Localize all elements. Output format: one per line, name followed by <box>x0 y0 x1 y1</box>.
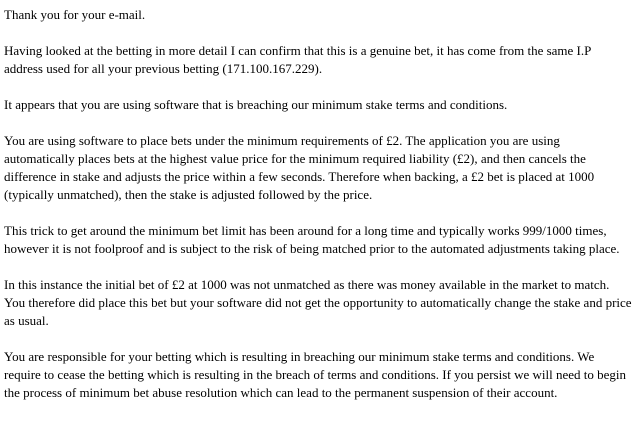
breach-summary-paragraph: It appears that you are using software that is breaching our minimum stake terms and conditions. <box>4 97 508 112</box>
verification-paragraph: Having looked at the betting in more detail I can confirm that this is a genuine bet, it has come from the same I.P address used for all your previous betting (171.100.167.229). <box>4 43 591 76</box>
software-explanation-paragraph: You are using software to place bets under the minimum requirements of £2. The application you are using automatically places bets at the highest value price for the minimum required liability (£2), and then cancels the difference in stake and adjusts the price within a few seconds. Therefore when backing, a £2 bet is placed at 1000 (typically unmatched), then the stake is adjusted followed by the price. <box>4 133 595 202</box>
responsibility-warning-paragraph: You are responsible for your betting which is resulting in breaching our minimum stake terms and conditions. We require to cease the betting which is resulting in the breach of terms and conditions. If you persist we will need to begin the process of minimum bet abuse resolution which can lead to the permanent suspension of their account. <box>4 349 627 400</box>
trick-explanation-paragraph: This trick to get around the minimum bet limit has been around for a long time and typically works 999/1000 times, however it is not foolproof and is subject to the risk of being matched prior to the automated adjustments taking place. <box>4 223 620 256</box>
instance-details-paragraph: In this instance the initial bet of £2 at 1000 was not unmatched as there was money available in the market to match. You therefore did place this bet but your software did not get the opportunity to automatically change the stake and price as usual. <box>4 277 632 328</box>
greeting-paragraph: Thank you for your e-mail. <box>4 7 146 22</box>
